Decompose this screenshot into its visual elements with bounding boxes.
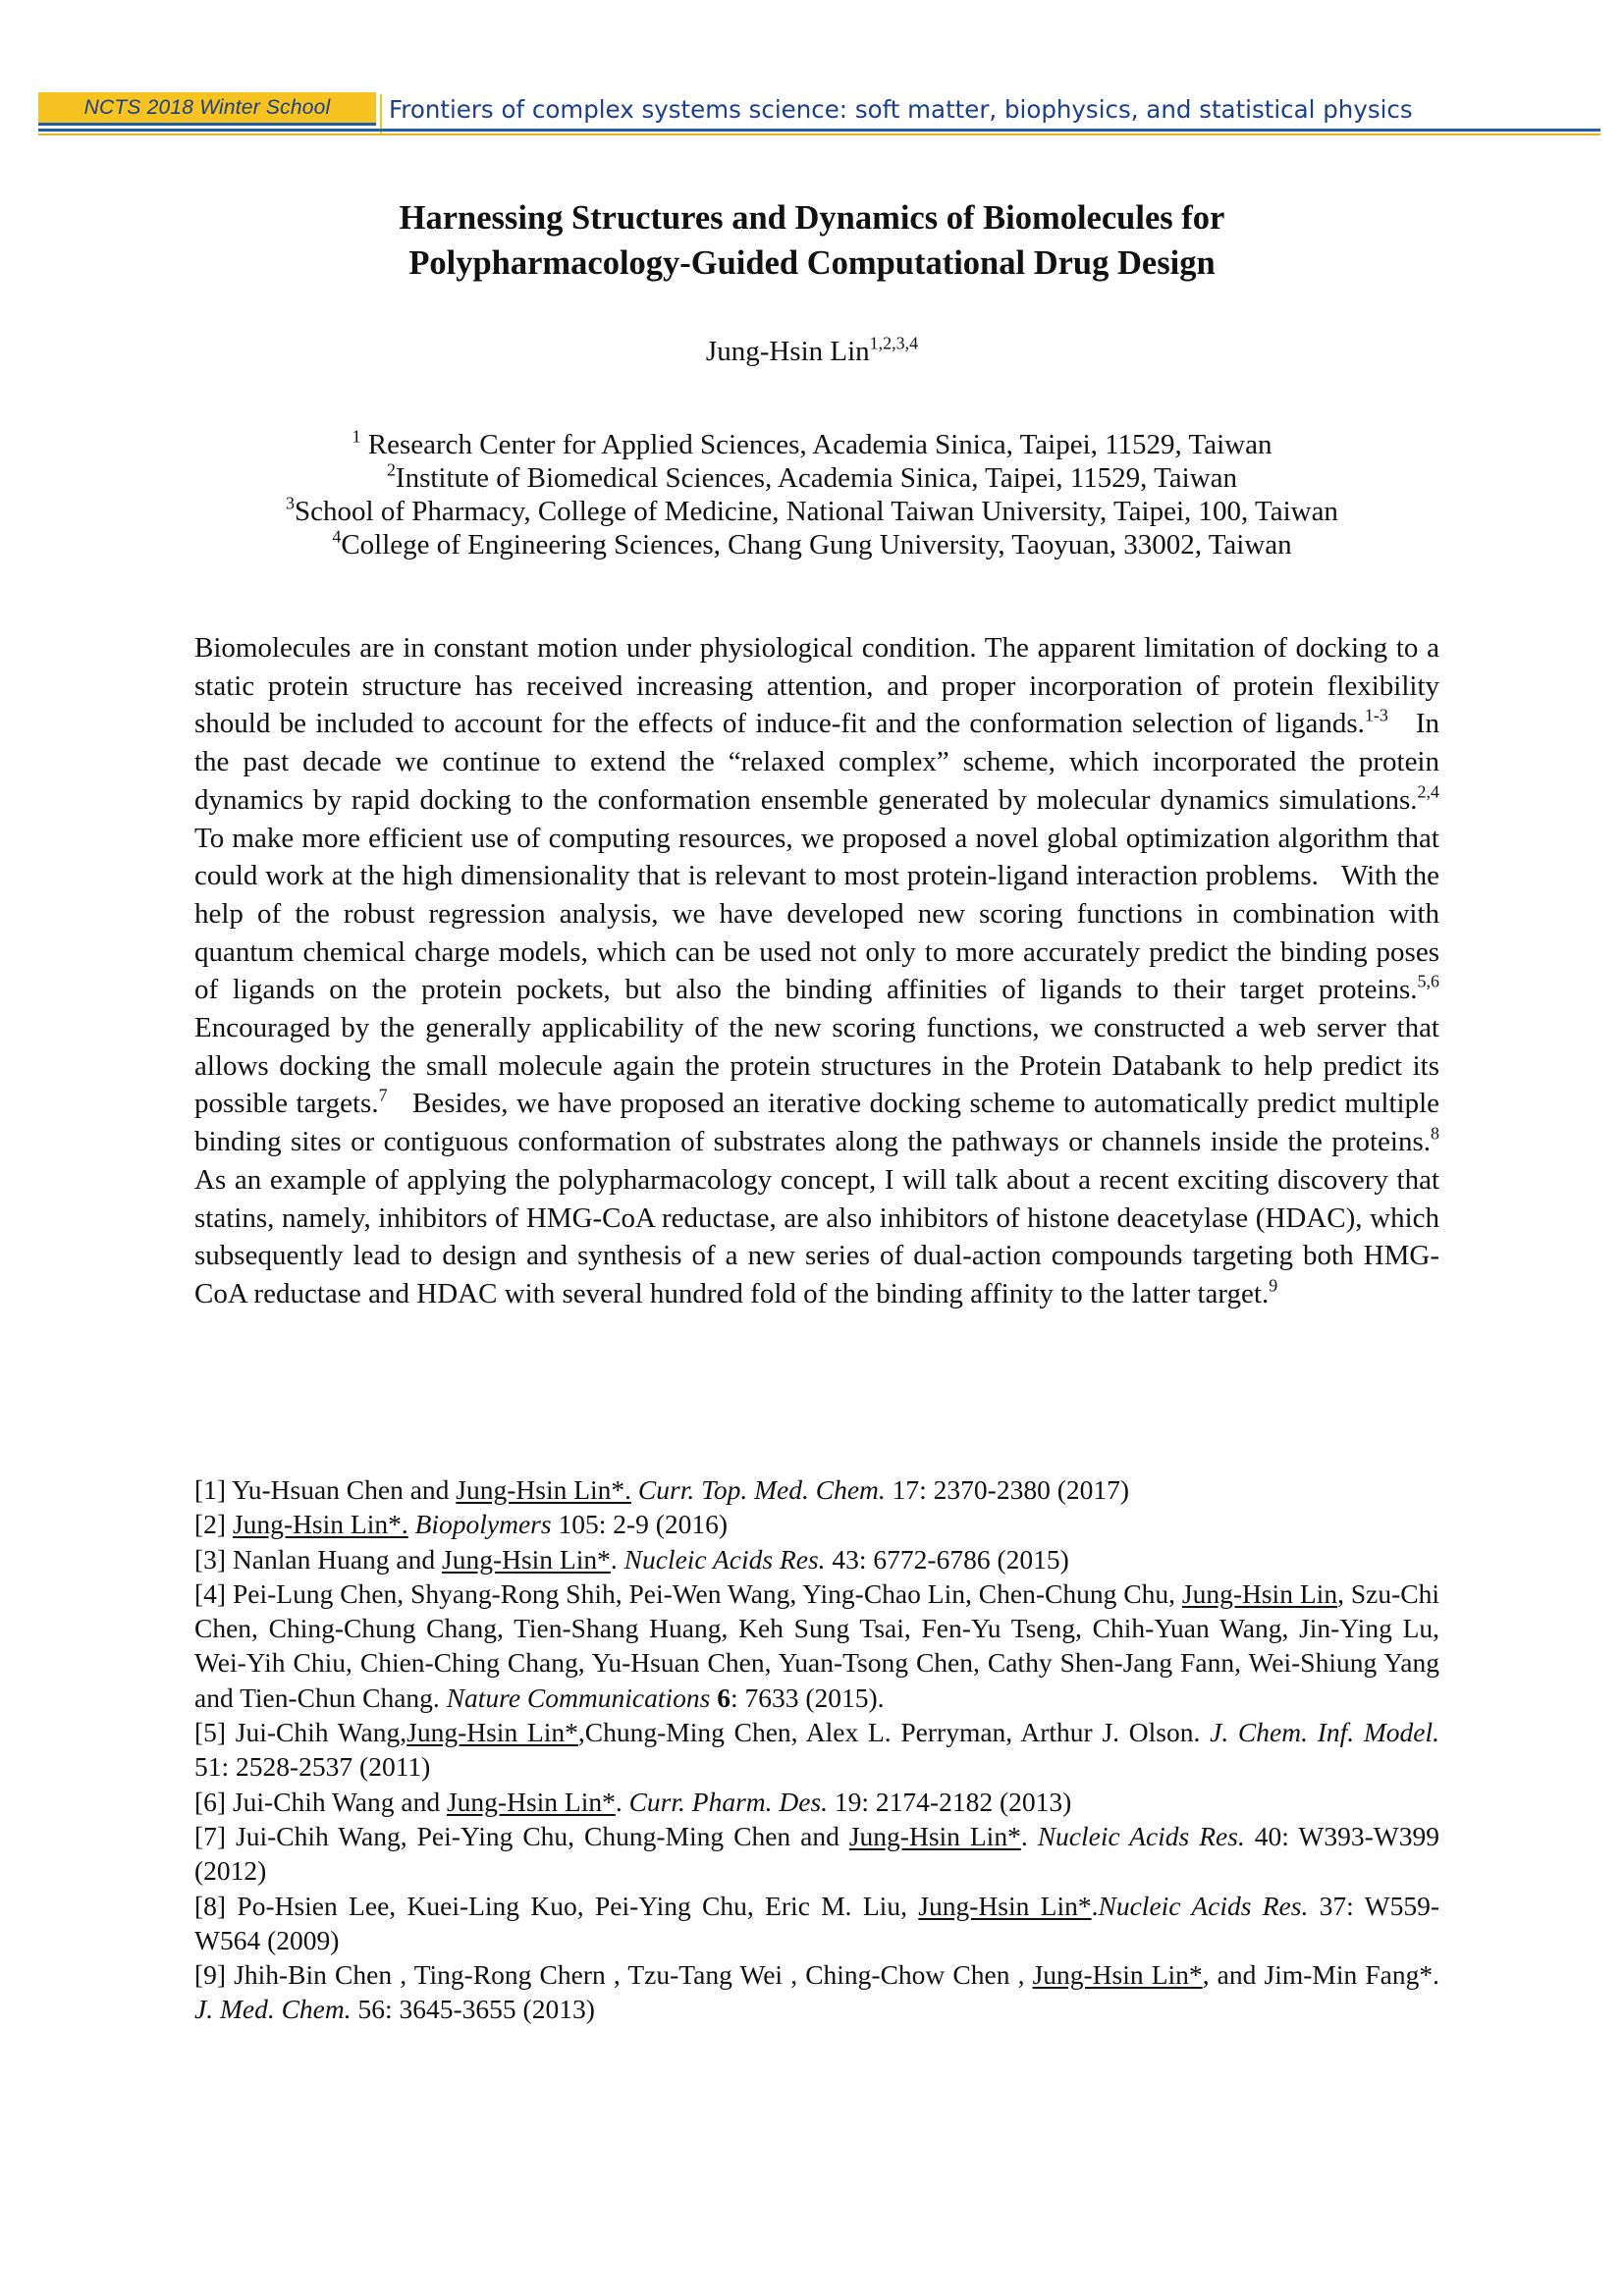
journal-name: Curr. Pharm. Des.	[628, 1786, 829, 1817]
journal-name: Biopolymers	[414, 1509, 552, 1540]
reference-text: 105: 2-9 (2016)	[551, 1509, 729, 1540]
reference-text: [8] Po-Hsien Lee, Kuei-Ling Kuo, Pei-Ying Chu, Eric M. Liu,	[194, 1890, 919, 1921]
journal-name: Nucleic Acids Res.	[1098, 1890, 1309, 1921]
reference-text: 37: W559-W564 (2009)	[194, 1890, 1440, 1955]
reference-item	[194, 1957, 1439, 2027]
abstract-sentence: As an example of applying the polypharmacology concept, I will talk about a recent exciting discovery that statins, namely, inhibitors of HMG-CoA reductase, are also inhibitors of histone deacetylase (HDAC), which subsequently lead to design and synthesis of a new series of dual-action compounds targeting both HMG-CoA reductase and HDAC with several hundred fold of the binding affinity to the latter target.	[194, 1126, 1461, 1309]
affiliation-text: School of Pharmacy, College of Medicine, National Taiwan University, Taipei, 100, Taiwan	[295, 496, 1338, 527]
reference-text: 19: 2174-2182 (2013)	[828, 1786, 1072, 1817]
reference-text: ,Chung-Ming Chen, Alex L. Perryman, Arthur J. Olson.	[577, 1717, 1211, 1748]
citation-sup: 5,6	[1417, 971, 1439, 991]
affiliation-sup: 4	[332, 526, 342, 547]
reference-text: [5] Jui-Chih Wang,	[194, 1717, 407, 1748]
affiliation-sup: 3	[286, 493, 296, 513]
reference-text: 40: W393-W399 (2012)	[194, 1820, 1440, 1887]
reference-text: [6] Jui-Chih Wang and	[194, 1786, 447, 1817]
header-title: Frontiers of complex systems science: soft matter, biophysics, and statistical physics	[389, 94, 1413, 124]
reference-text: .	[1020, 1820, 1038, 1851]
affiliation-sup: 2	[386, 459, 396, 480]
citation-sup: 8	[1431, 1123, 1439, 1144]
reference-item	[194, 1785, 1439, 1819]
author-highlight: Jung-Hsin Lin*	[1032, 1959, 1203, 1991]
abstract-sentence: Besides, we have proposed an iterative docking scheme to automatically predict multiple binding sites or contiguous conformation of substrates along the pathways or channels inside the proteins.	[194, 1088, 1447, 1158]
journal-name: Nucleic Acids Res.	[1037, 1820, 1245, 1851]
reference-item	[194, 1472, 1439, 1507]
reference-text: .	[610, 1543, 624, 1575]
affiliation-line	[118, 495, 1506, 528]
reference-text: : 7633 (2015).	[730, 1682, 885, 1713]
reference-text: 17: 2370-2380 (2017)	[885, 1474, 1130, 1505]
abstract-sentence: To make more efficient use of computing resources, we proposed a novel global optimization algorithm that could work at the high dimensionality that is relevant to most protein-ligand interaction problems. With the help of the robust regression analysis, we have developed new scoring functions in combination with quantum chemical charge models, which can be used not only to more accurately predict the binding poses of ligands on the protein pockets, but also the binding affinities of ligands to their target proteins.	[194, 783, 1461, 1006]
citation-sup: 1-3	[1364, 705, 1388, 725]
affiliation-line	[118, 428, 1506, 461]
author-highlight: Jung-Hsin Lin*	[406, 1717, 578, 1748]
affiliation-text: Institute of Biomedical Sciences, Academia Sinica, Taipei, 11529, Taiwan	[395, 462, 1238, 494]
affiliation-text: Research Center for Applied Sciences, Academia Sinica, Taipei, 11529, Taiwan	[360, 429, 1272, 460]
abstract-sentence: Biomolecules are in constant motion under physiological condition. The apparent limitation of docking to a static protein structure has received increasing attention, and proper incorporation of protein flexibility should be included to account for the effects of induce-fit and the conformation selection of ligands.	[194, 632, 1447, 740]
paper-title-line-1: Harnessing Structures and Dynamics of Biomolecules for	[399, 199, 1225, 237]
reference-item	[194, 1507, 1439, 1541]
header-divider	[380, 94, 382, 133]
journal-name: Curr. Top. Med. Chem.	[637, 1474, 886, 1505]
affiliation-text: College of Engineering Sciences, Chang Gung University, Taoyuan, 33002, Taiwan	[341, 529, 1292, 561]
volume-number: 6	[717, 1682, 731, 1713]
abstract-sentence: Encouraged by the generally applicability of the new scoring functions, we constructed a web server that allows docking the small molecule again the protein structures in the Protein Databank to help predict its possible targets.	[194, 974, 1447, 1120]
affiliations	[118, 428, 1506, 561]
journal-name: Nucleic Acids Res.	[623, 1543, 826, 1575]
journal-name: J. Chem. Inf. Model.	[1210, 1717, 1440, 1748]
reference-text: .	[1091, 1890, 1099, 1921]
reference-text: [1] Yu-Hsuan Chen and	[194, 1474, 457, 1505]
reference-item	[194, 1542, 1439, 1576]
author-line	[118, 334, 1506, 369]
reference-text: , and Jim-Min Fang*.	[1202, 1959, 1439, 1991]
author-highlight: Jung-Hsin Lin	[1181, 1577, 1338, 1609]
affiliation-sup: 1	[352, 426, 361, 447]
reference-item	[194, 1715, 1439, 1785]
reference-item	[194, 1576, 1439, 1715]
header-rule-gold	[38, 133, 1600, 135]
citation-sup: 7	[378, 1085, 388, 1105]
reference-text: , Szu-Chi Chen, Ching-Chung Chang, Tien-Shang Huang, Keh Sung Tsai, Fen-Yu Tseng, Chih-Yuan Wang, Jin-Ying Lu, Wei-Yih Chiu, Chien-Ching Chang, Yu-Hsuan Chen, Yuan-Tsong Chen, Cathy Shen-Jang Fann, Wei-Shiung Yang and Tien-Chun Chang.	[194, 1577, 1439, 1713]
reference-text: 51: 2528-2537 (2011)	[194, 1751, 431, 1783]
reference-text: .	[615, 1786, 629, 1817]
abstract-paragraph	[194, 629, 1461, 1313]
header-badge-label: NCTS 2018 Winter School	[83, 95, 331, 119]
affiliation-line	[118, 461, 1506, 495]
reference-text: [7] Jui-Chih Wang, Pei-Ying Chu, Chung-Ming Chen and	[194, 1820, 849, 1851]
reference-text	[631, 1474, 638, 1505]
reference-item	[194, 1819, 1439, 1889]
citation-sup: 2,4	[1417, 781, 1439, 802]
abstract-sentence: In the past decade we continue to extend the “relaxed complex” scheme, which incorporated the protein dynamics by rapid docking to the conformation ensemble generated by molecular dynamics simulations.	[194, 708, 1447, 816]
author-affil-sup: 1,2,3,4	[869, 333, 919, 353]
reference-text: 56: 3645-3655 (2013)	[351, 1994, 595, 2025]
reference-text: [3] Nanlan Huang and	[194, 1543, 442, 1575]
citation-sup: 9	[1269, 1275, 1278, 1296]
author-highlight: Jung-Hsin Lin*	[442, 1543, 611, 1575]
reference-list	[194, 1472, 1439, 2027]
reference-text	[408, 1509, 415, 1539]
journal-name: Nature Communications	[446, 1682, 711, 1713]
reference-text: 43: 6772-6786 (2015)	[825, 1543, 1069, 1575]
journal-name: J. Med. Chem.	[194, 1994, 352, 2025]
author-highlight: Jung-Hsin Lin*.	[456, 1474, 632, 1505]
affiliation-line	[118, 528, 1506, 561]
paper-title-line-2: Polypharmacology-Guided Computational Drug Design	[408, 244, 1216, 282]
author-highlight: Jung-Hsin Lin*	[848, 1820, 1021, 1851]
reference-text: [2]	[194, 1509, 233, 1540]
author-highlight: Jung-Hsin Lin*	[446, 1786, 616, 1817]
author-highlight: Jung-Hsin Lin*	[918, 1890, 1092, 1921]
reference-item	[194, 1889, 1439, 1958]
header-badge	[38, 92, 376, 126]
header-rule-blue	[38, 129, 1600, 132]
author-name: Jung-Hsin Lin	[705, 336, 870, 367]
page-header	[38, 92, 1600, 139]
reference-text: [4] Pei-Lung Chen, Shyang-Rong Shih, Pei-Wen Wang, Ying-Chao Lin, Chen-Chung Chu,	[194, 1577, 1182, 1609]
reference-text: [9] Jhih-Bin Chen , Ting-Rong Chern , Tzu-Tang Wei , Ching-Chow Chen ,	[194, 1959, 1033, 1991]
author-highlight: Jung-Hsin Lin*.	[232, 1509, 408, 1540]
